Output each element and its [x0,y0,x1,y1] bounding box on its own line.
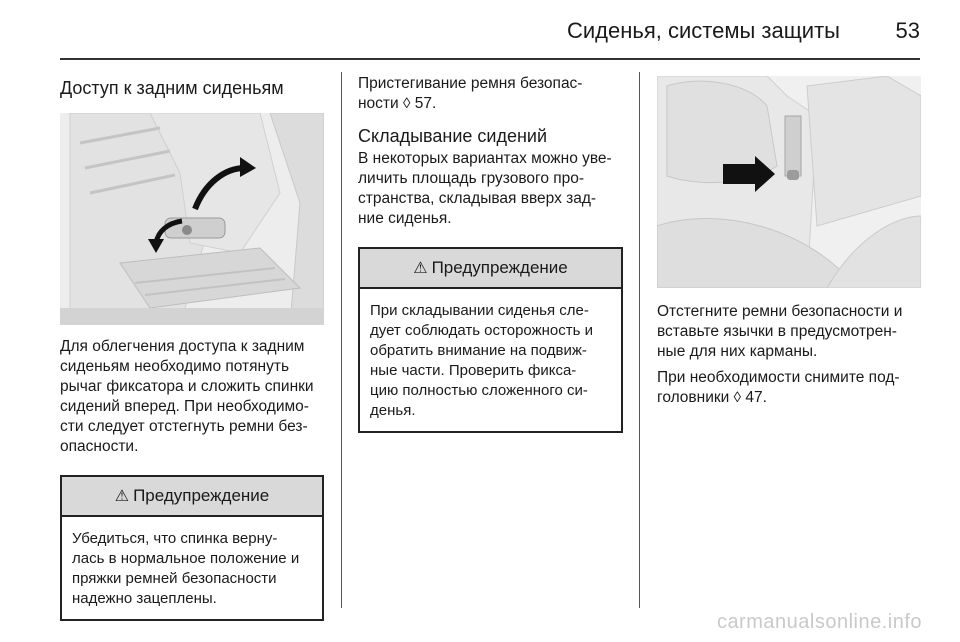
warning-body: При складывании сиденья сле- дует соблюдать осторожность и обратить внимание на подвиж- ные части. Проверить фикса- цию полностью сложенного си- денья. [370,302,593,419]
page-reference-icon[interactable]: ◊ [403,95,411,112]
warning-box-folding [358,247,623,433]
page-header-title: Сиденья, системы защиты [566,18,840,43]
column-right [657,72,921,408]
section-heading-rear-access: Доступ к задним сиденьям [60,78,284,98]
column-divider-1 [341,72,342,608]
warning-icon: ⚠ [114,488,130,505]
page-number: 53 [895,18,920,43]
warning-title: Предупреждение [431,258,568,277]
column-middle [358,72,623,433]
rear-access-paragraph: Для облегчения доступа к задним сиденьям необходимо потянуть рычаг фиксатора и сложить спинки сидений вперед. При необходимо- сти следует отстегнуть ремни без- опасности. [60,338,314,455]
warning-header [360,249,621,289]
page-reference-link[interactable]: 57. [414,95,437,112]
page-reference-icon[interactable]: ◊ [733,389,742,406]
column-divider-2 [639,72,640,608]
watermark-text: carmanualsonline.info [716,611,922,633]
unfasten-paragraph: Отстегните ремни безопасности и вставьте язычки в предусмотрен- ные для них карманы. [657,303,903,360]
warning-header [62,477,322,517]
seatbelt-reference-text: Пристегивание ремня безопас- ности ◊ 57. [358,75,583,112]
seatbelt-pocket-illustration [657,76,921,288]
section-heading-folding-seats: Складывание сидений [358,126,548,146]
seatbelt-tongue-image [657,76,921,288]
rear-seat-lever-image [60,113,324,325]
warning-icon: ⚠ [413,260,428,277]
warning-title: Предупреждение [133,486,270,505]
headrest-paragraph: При необходимости снимите под- головники ◊ 47. [657,369,900,406]
rear-seat-access-illustration [60,113,324,325]
folding-seats-paragraph: В некоторых вариантах можно уве- личить площадь грузового про- странства, складывая вверх зад- ние сиденья. [358,150,612,227]
column-left [60,72,324,621]
warning-body: Убедиться, что спинка верну- лась в нормальное положение и пряжки ремней безопасности надежно зацеплены. [72,530,300,607]
warning-box-backrest [60,475,324,621]
page-reference-link[interactable]: 47. [745,389,767,406]
header-divider [60,58,920,60]
